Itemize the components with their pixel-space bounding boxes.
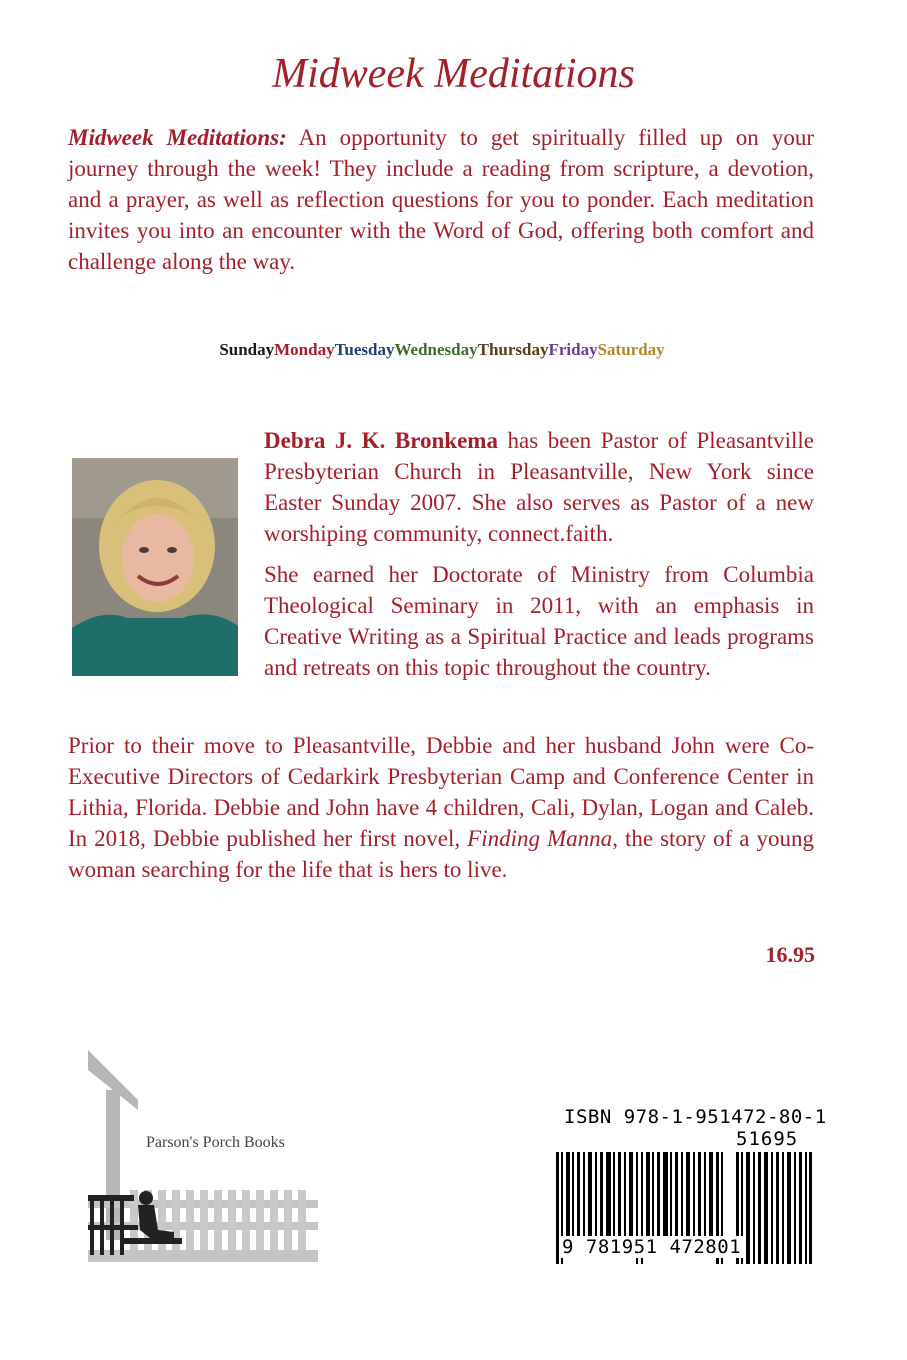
book-title: Finding Manna bbox=[467, 826, 613, 851]
intro-lead: Midweek Meditations: bbox=[68, 125, 287, 150]
day-monday: Monday bbox=[274, 340, 335, 359]
intro-text: An opportunity to get spiritually filled up on your journey through the week! They include a reading from scripture, a devotion, and a prayer, as well as reflection questions for you to ponder. Each meditation invites you into an encounter with the Word of God, offering both comfort and challenge along the way. bbox=[68, 125, 814, 274]
day-thursday: Thursday bbox=[477, 340, 549, 359]
author-photo bbox=[72, 458, 238, 676]
bio-paragraph-2: She earned her Doctorate of Ministry from Columbia Theological Seminary in 2011, with an emphasis in Creative Writing as a Spiritual Practice and leads programs and retreats on this topic throughout the country. bbox=[264, 562, 814, 680]
bio-p3-text-b: , the story of a young woman searching for the life that is hers to live. bbox=[68, 826, 814, 882]
isbn-addon: 51695 bbox=[736, 1128, 799, 1150]
day-sunday: Sunday bbox=[219, 340, 275, 359]
bio-paragraph-3 bbox=[68, 730, 814, 885]
day-friday: Friday bbox=[548, 340, 598, 359]
isbn-label: ISBN 978-1-951472-80-1 bbox=[564, 1106, 827, 1128]
price: 16.95 bbox=[765, 942, 815, 967]
author-bio-top bbox=[264, 425, 814, 693]
bio-paragraph-1 bbox=[264, 425, 814, 549]
bio-p3-text-a: Prior to their move to Pleasantville, Debbie and her husband John were Co-Executive Directors of Cedarkirk Presbyterian Camp and Conference Center in Lithia, Florida. Debbie and John have 4 children, Cali, Dylan, Logan and Caleb. In 2018, Debbie published her first novel, bbox=[68, 733, 814, 851]
isbn-ean-number: 9 781951 472801 bbox=[562, 1236, 742, 1258]
bio-p1-text: has been Pastor of Pleasantville Presbyterian Church in Pleasantville, New York since Easter Sunday 2007. She also serves as Pastor of a new worshiping community, connect.faith. bbox=[264, 428, 815, 546]
day-tuesday: Tuesday bbox=[334, 340, 395, 359]
intro-paragraph bbox=[68, 122, 814, 277]
author-name: Debra J. K. Bronkema bbox=[264, 428, 498, 453]
publisher-logo bbox=[78, 1050, 318, 1270]
author-bio-bottom bbox=[68, 730, 814, 895]
weekday-line bbox=[0, 340, 884, 360]
publisher-name: Parson's Porch Books bbox=[146, 1134, 285, 1151]
page-title: Midweek Meditations bbox=[272, 51, 635, 97]
day-wednesday: Wednesday bbox=[394, 340, 478, 359]
day-saturday: Saturday bbox=[597, 340, 665, 359]
